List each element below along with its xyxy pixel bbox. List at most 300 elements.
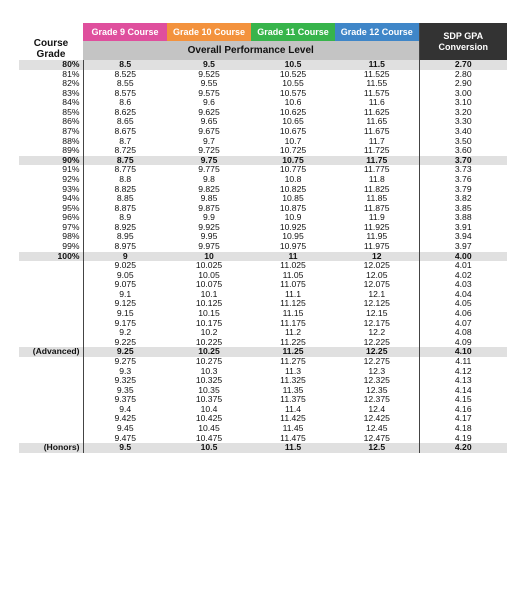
grade-11-value: 11.05 <box>282 270 304 280</box>
grade-11-value: 11.225 <box>280 337 306 347</box>
gpa-value: 3.79 <box>419 185 507 195</box>
course-grade-cell: 83% <box>19 89 83 99</box>
gpa-value: 4.11 <box>419 357 507 367</box>
table-row <box>19 261 507 271</box>
grade-10-value: 10.45 <box>198 423 220 433</box>
grade-10-value: 9.8 <box>203 174 215 184</box>
gpa-value: 4.06 <box>419 309 507 319</box>
course-grade-cell: 85% <box>19 108 83 118</box>
table-row <box>19 338 507 348</box>
grade-10-value: 10.1 <box>200 289 218 299</box>
course-grade-cell <box>19 319 83 329</box>
gpa-value: 4.18 <box>419 424 507 434</box>
gpa-value: 3.10 <box>419 98 507 108</box>
grade-11-value: 10.825 <box>279 184 307 194</box>
grade-12-value: 12.225 <box>363 337 390 347</box>
grade-10-value: 10.4 <box>200 404 218 414</box>
table-row <box>19 424 507 434</box>
grade-10-value: 10.25 <box>167 347 251 357</box>
table-row <box>19 127 507 137</box>
table-row <box>19 414 507 424</box>
course-grade-cell: 89% <box>19 146 83 156</box>
table-row <box>19 98 507 108</box>
grade-10-course-header: Grade 10 Course <box>167 23 251 41</box>
grade-10-value: 9.725 <box>198 146 220 156</box>
course-grade-label-line1: Course <box>33 38 69 49</box>
grade-10-value: 9.55 <box>200 79 218 89</box>
grade-11-value: 10.7 <box>284 136 302 146</box>
grade-12-value: 11.95 <box>366 232 388 242</box>
table-row <box>19 79 507 89</box>
course-grade-cell: 95% <box>19 204 83 214</box>
course-grade-cell <box>19 290 83 300</box>
grade-12-value: 12.35 <box>365 385 388 395</box>
grade-11-value: 11.325 <box>280 376 306 386</box>
table-row <box>19 204 507 214</box>
grade-10-value: 10.475 <box>195 433 223 443</box>
grade-9-value: 9.325 <box>114 376 136 386</box>
gpa-value: 3.94 <box>419 232 507 242</box>
grade-11-value: 11.3 <box>284 366 302 376</box>
grade-12-value: 11.6 <box>368 98 385 108</box>
table-row <box>19 299 507 309</box>
course-grade-cell <box>19 280 83 290</box>
grade-10-value: 10.3 <box>200 366 218 376</box>
gpa-value: 3.82 <box>419 194 507 204</box>
course-grade-cell <box>19 434 83 444</box>
grade-9-value: 8.775 <box>114 165 136 175</box>
grade-9-value: 9.2 <box>119 328 132 338</box>
gpa-value: 4.19 <box>419 434 507 444</box>
gpa-value: 4.12 <box>419 367 507 377</box>
grade-10-value: 10.5 <box>167 443 251 453</box>
grade-11-value: 11.375 <box>280 395 306 405</box>
grade-9-value: 9.475 <box>114 433 136 443</box>
grade-9-value: 9.375 <box>114 395 136 405</box>
course-header-row <box>19 23 507 41</box>
grade-10-value: 10.225 <box>195 337 223 347</box>
grade-12-value: 11.55 <box>366 79 388 89</box>
grade-11-value: 10.575 <box>279 88 307 98</box>
course-grade-cell: 98% <box>19 232 83 242</box>
grade-10-value: 10.325 <box>195 376 223 386</box>
grade-10-value: 10.175 <box>195 318 223 328</box>
table-row <box>19 232 507 242</box>
grade-12-value: 12.125 <box>363 299 390 309</box>
course-grade-cell: 90% <box>19 156 83 166</box>
table-row <box>19 175 507 185</box>
grade-9-value: 8.95 <box>116 232 134 242</box>
grade-12-value: 12.5 <box>335 443 419 453</box>
grade-11-value: 10.675 <box>279 127 307 137</box>
grade-9-value: 8.55 <box>116 79 134 89</box>
grade-12-value: 12.3 <box>368 366 386 376</box>
course-grade-label-line2: Grade <box>36 49 66 60</box>
table-row <box>19 357 507 367</box>
grade-11-value: 11.35 <box>282 385 304 395</box>
course-grade-cell: 84% <box>19 98 83 108</box>
gpa-value: 3.30 <box>419 117 507 127</box>
grade-12-value: 12.275 <box>363 356 390 366</box>
grade-12-value: 11.975 <box>363 241 390 251</box>
grade-9-value: 9.5 <box>83 443 167 453</box>
table-row <box>19 156 507 166</box>
grade-10-value: 10.275 <box>195 356 223 366</box>
course-grade-cell: 100% <box>19 252 83 262</box>
grade-11-value: 10.725 <box>279 146 307 156</box>
grade-12-value: 12.175 <box>363 318 390 328</box>
course-grade-cell: 82% <box>19 79 83 89</box>
grade-11-value: 11.025 <box>280 261 306 271</box>
grade-12-value: 11.75 <box>335 156 419 166</box>
grade-10-value: 9.95 <box>200 232 218 242</box>
course-grade-cell <box>19 414 83 424</box>
course-grade-cell: 88% <box>19 137 83 147</box>
table-row <box>19 223 507 233</box>
grade-11-value: 11.15 <box>282 309 304 319</box>
course-grade-cell: 80% <box>19 60 83 70</box>
sdp-gpa-label-line2: Conversion <box>438 41 488 52</box>
grade-10-value: 10.025 <box>195 261 223 271</box>
grade-9-value: 9.25 <box>83 347 167 357</box>
grade-9-value: 9.1 <box>119 289 132 299</box>
gpa-value: 4.01 <box>419 261 507 271</box>
grade-9-value: 9.15 <box>116 309 134 319</box>
course-grade-cell <box>19 271 83 281</box>
course-grade-cell <box>19 395 83 405</box>
grade-12-value: 11.65 <box>366 117 388 127</box>
gpa-value: 4.07 <box>419 319 507 329</box>
gpa-value: 3.76 <box>419 175 507 185</box>
grade-9-value: 8.875 <box>114 203 136 213</box>
grade-9-value: 8.6 <box>119 98 132 108</box>
grade-9-value: 8.675 <box>114 127 136 137</box>
grade-10-value: 10.35 <box>198 385 220 395</box>
grade-9-value: 8.975 <box>114 241 136 251</box>
grade-10-value: 9.825 <box>198 184 220 194</box>
grade-12-course-header: Grade 12 Course <box>335 23 419 41</box>
grade-9-course-header: Grade 9 Course <box>83 23 167 41</box>
table-row <box>19 185 507 195</box>
grade-12-value: 11.575 <box>363 88 390 98</box>
table-row <box>19 70 507 80</box>
course-grade-cell <box>19 261 83 271</box>
grade-9-value: 9.225 <box>114 337 136 347</box>
gpa-value: 3.20 <box>419 108 507 118</box>
gpa-value: 4.14 <box>419 386 507 396</box>
grade-12-value: 11.525 <box>363 69 390 79</box>
grade-12-value: 12.425 <box>363 414 390 424</box>
table-row <box>19 252 507 262</box>
table-row <box>19 376 507 386</box>
table-row <box>19 319 507 329</box>
grade-11-value: 11.1 <box>284 289 302 299</box>
course-grade-cell <box>19 309 83 319</box>
grade-10-value: 9.625 <box>198 107 220 117</box>
gpa-value: 2.70 <box>419 60 507 70</box>
course-grade-cell: 97% <box>19 223 83 233</box>
grade-12-value: 11.675 <box>363 127 390 137</box>
grade-11-value: 10.925 <box>279 222 307 232</box>
grade-10-value: 10.125 <box>195 299 223 309</box>
grade-12-value: 11.5 <box>335 60 419 70</box>
course-grade-cell <box>19 376 83 386</box>
gpa-value: 4.16 <box>419 405 507 415</box>
table-row <box>19 213 507 223</box>
grade-9-value: 8.925 <box>114 222 136 232</box>
grade-11-value: 11.25 <box>251 347 335 357</box>
grade-12-value: 12.075 <box>363 280 390 290</box>
gpa-value: 4.04 <box>419 290 507 300</box>
table-row <box>19 146 507 156</box>
gpa-value: 3.73 <box>419 165 507 175</box>
grade-12-value: 11.8 <box>368 174 385 184</box>
grade-12-value: 11.7 <box>368 136 385 146</box>
gpa-conversion-table <box>19 23 507 453</box>
grade-12-value: 12.475 <box>363 433 390 443</box>
grade-9-value: 8.65 <box>116 117 134 127</box>
gpa-value: 3.50 <box>419 137 507 147</box>
course-grade-cell: 93% <box>19 185 83 195</box>
table-row <box>19 328 507 338</box>
gpa-value: 4.08 <box>419 328 507 338</box>
course-grade-cell <box>19 405 83 415</box>
grade-11-value: 10.65 <box>282 117 304 127</box>
grade-10-value: 10.375 <box>195 395 223 405</box>
table-row <box>19 395 507 405</box>
gpa-value: 4.02 <box>419 271 507 281</box>
grade-9-value: 8.85 <box>116 194 134 204</box>
grade-9-value: 8.8 <box>119 174 132 184</box>
grade-10-value: 10.2 <box>200 328 218 338</box>
gpa-value: 4.20 <box>419 443 507 453</box>
gpa-value: 3.97 <box>419 242 507 252</box>
grade-10-value: 10.425 <box>195 414 223 424</box>
grade-9-value: 9.125 <box>114 299 136 309</box>
grade-10-value: 10.075 <box>195 280 223 290</box>
grade-10-value: 9.9 <box>203 213 215 223</box>
course-grade-cell <box>19 299 83 309</box>
grade-9-value: 9.45 <box>116 423 134 433</box>
gpa-value: 4.13 <box>419 376 507 386</box>
conversion-rows <box>19 60 507 453</box>
grade-9-value: 9.275 <box>114 356 136 366</box>
gpa-value: 2.80 <box>419 70 507 80</box>
course-grade-cell <box>19 386 83 396</box>
grade-11-value: 10.875 <box>279 203 307 213</box>
grade-9-value: 8.725 <box>114 146 136 156</box>
course-grade-cell <box>19 424 83 434</box>
grade-11-value: 11 <box>251 252 335 262</box>
grade-12-value: 11.875 <box>363 203 390 213</box>
grade-12-value: 12.2 <box>368 328 386 338</box>
grade-12-value: 12.325 <box>363 376 390 386</box>
grade-10-value: 9.675 <box>198 127 220 137</box>
grade-10-value: 9.525 <box>198 69 220 79</box>
grade-9-value: 9.3 <box>119 366 132 376</box>
table-row <box>19 434 507 444</box>
table-row <box>19 137 507 147</box>
grade-9-value: 9.4 <box>119 404 132 414</box>
grade-12-value: 11.775 <box>363 165 390 175</box>
gpa-value: 3.88 <box>419 213 507 223</box>
course-grade-cell <box>19 328 83 338</box>
grade-9-value: 8.575 <box>114 88 136 98</box>
grade-12-value: 11.85 <box>366 194 388 204</box>
grade-11-value: 11.425 <box>280 414 306 424</box>
course-grade-cell <box>19 338 83 348</box>
grade-12-value: 12 <box>335 252 419 262</box>
grade-9-value: 9 <box>83 252 167 262</box>
table-row <box>19 443 507 453</box>
grade-11-value: 10.55 <box>282 79 304 89</box>
grade-12-value: 12.45 <box>365 423 388 433</box>
course-grade-cell: (Honors) <box>19 443 83 453</box>
grade-12-value: 11.725 <box>363 146 390 156</box>
grade-10-value: 9.925 <box>198 222 220 232</box>
grade-10-value: 9.7 <box>203 136 215 146</box>
grade-9-value: 8.5 <box>83 60 167 70</box>
grade-11-value: 10.525 <box>279 69 307 79</box>
grade-12-value: 11.625 <box>363 107 390 117</box>
grade-9-value: 8.825 <box>114 184 136 194</box>
grade-10-value: 9.875 <box>198 203 220 213</box>
grade-11-value: 11.2 <box>284 328 302 338</box>
table-row <box>19 89 507 99</box>
grade-10-value: 10.15 <box>198 309 220 319</box>
grade-10-value: 10.05 <box>198 270 220 280</box>
gpa-value: 3.85 <box>419 204 507 214</box>
gpa-value: 3.70 <box>419 156 507 166</box>
grade-11-value: 10.975 <box>279 241 307 251</box>
grade-11-course-header: Grade 11 Course <box>251 23 335 41</box>
sdp-gpa-label-line1: SDP GPA <box>443 30 484 41</box>
grade-11-value: 10.85 <box>282 194 304 204</box>
grade-12-value: 12.375 <box>363 395 390 405</box>
grade-11-value: 10.775 <box>279 165 307 175</box>
gpa-value: 4.00 <box>419 252 507 262</box>
grade-11-value: 10.9 <box>284 213 302 223</box>
grade-10-value: 9.575 <box>198 88 220 98</box>
course-grade-cell: 99% <box>19 242 83 252</box>
grade-9-value: 9.35 <box>116 385 134 395</box>
grade-12-value: 11.925 <box>363 222 390 232</box>
grade-11-value: 10.625 <box>279 107 307 117</box>
grade-11-value: 11.5 <box>251 443 335 453</box>
grade-9-value: 9.075 <box>114 280 136 290</box>
grade-9-value: 9.425 <box>114 414 136 424</box>
grade-11-value: 10.75 <box>251 156 335 166</box>
gpa-value: 4.03 <box>419 280 507 290</box>
gpa-value: 2.90 <box>419 79 507 89</box>
gpa-value: 3.60 <box>419 146 507 156</box>
grade-11-value: 11.475 <box>280 433 306 443</box>
course-grade-header <box>19 23 83 60</box>
grade-10-value: 9.75 <box>167 156 251 166</box>
gpa-value: 3.40 <box>419 127 507 137</box>
table-row <box>19 242 507 252</box>
course-grade-cell: 96% <box>19 213 83 223</box>
table-row <box>19 405 507 415</box>
grade-12-value: 12.15 <box>365 309 388 319</box>
table-row <box>19 309 507 319</box>
grade-9-value: 8.525 <box>114 69 136 79</box>
grade-11-value: 10.6 <box>284 98 302 108</box>
gpa-value: 4.15 <box>419 395 507 405</box>
gpa-value: 3.91 <box>419 223 507 233</box>
grade-9-value: 9.175 <box>114 318 136 328</box>
sdp-gpa-header <box>419 23 507 60</box>
table-row <box>19 280 507 290</box>
grade-9-value: 8.75 <box>83 156 167 166</box>
gpa-value: 4.09 <box>419 338 507 348</box>
grade-10-value: 9.5 <box>167 60 251 70</box>
grade-10-value: 9.65 <box>200 117 218 127</box>
grade-11-value: 10.8 <box>284 174 302 184</box>
grade-9-value: 9.025 <box>114 261 136 271</box>
grade-11-value: 11.175 <box>280 318 306 328</box>
course-grade-cell <box>19 357 83 367</box>
grade-10-value: 9.6 <box>203 98 215 108</box>
table-row <box>19 347 507 357</box>
course-grade-cell: 81% <box>19 70 83 80</box>
grade-12-value: 12.1 <box>368 289 386 299</box>
grade-12-value: 11.9 <box>368 213 385 223</box>
grade-9-value: 8.625 <box>114 107 136 117</box>
table-row <box>19 165 507 175</box>
gpa-value: 4.17 <box>419 414 507 424</box>
grade-9-value: 9.05 <box>116 270 134 280</box>
table-row <box>19 367 507 377</box>
grade-11-value: 11.125 <box>280 299 306 309</box>
table-row <box>19 290 507 300</box>
grade-12-value: 11.825 <box>363 184 390 194</box>
grade-11-value: 11.075 <box>280 280 306 290</box>
gpa-value: 4.05 <box>419 299 507 309</box>
table-row <box>19 108 507 118</box>
gpa-value: 4.10 <box>419 347 507 357</box>
grade-11-value: 10.95 <box>282 232 304 242</box>
grade-10-value: 9.975 <box>198 241 220 251</box>
grade-12-value: 12.025 <box>363 261 390 271</box>
table-row <box>19 271 507 281</box>
overall-performance-header: Overall Performance Level <box>83 41 419 60</box>
grade-11-value: 11.275 <box>280 356 306 366</box>
grade-10-value: 9.775 <box>198 165 220 175</box>
course-grade-cell: 94% <box>19 194 83 204</box>
course-grade-cell: 86% <box>19 117 83 127</box>
grade-12-value: 12.05 <box>365 270 388 280</box>
course-grade-cell <box>19 367 83 377</box>
table-row <box>19 386 507 396</box>
grade-12-value: 12.25 <box>335 347 419 357</box>
table-row <box>19 117 507 127</box>
course-grade-cell: 87% <box>19 127 83 137</box>
grade-10-value: 9.85 <box>200 194 218 204</box>
table-row <box>19 60 507 70</box>
course-grade-cell: (Advanced) <box>19 347 83 357</box>
grade-9-value: 8.9 <box>119 213 132 223</box>
grade-12-value: 12.4 <box>368 404 386 414</box>
grade-11-value: 11.4 <box>284 404 302 414</box>
course-grade-cell: 92% <box>19 175 83 185</box>
grade-10-value: 10 <box>167 252 251 262</box>
grade-11-value: 11.45 <box>282 423 304 433</box>
course-grade-cell: 91% <box>19 165 83 175</box>
gpa-value: 3.00 <box>419 89 507 99</box>
grade-9-value: 8.7 <box>119 136 132 146</box>
table-row <box>19 194 507 204</box>
